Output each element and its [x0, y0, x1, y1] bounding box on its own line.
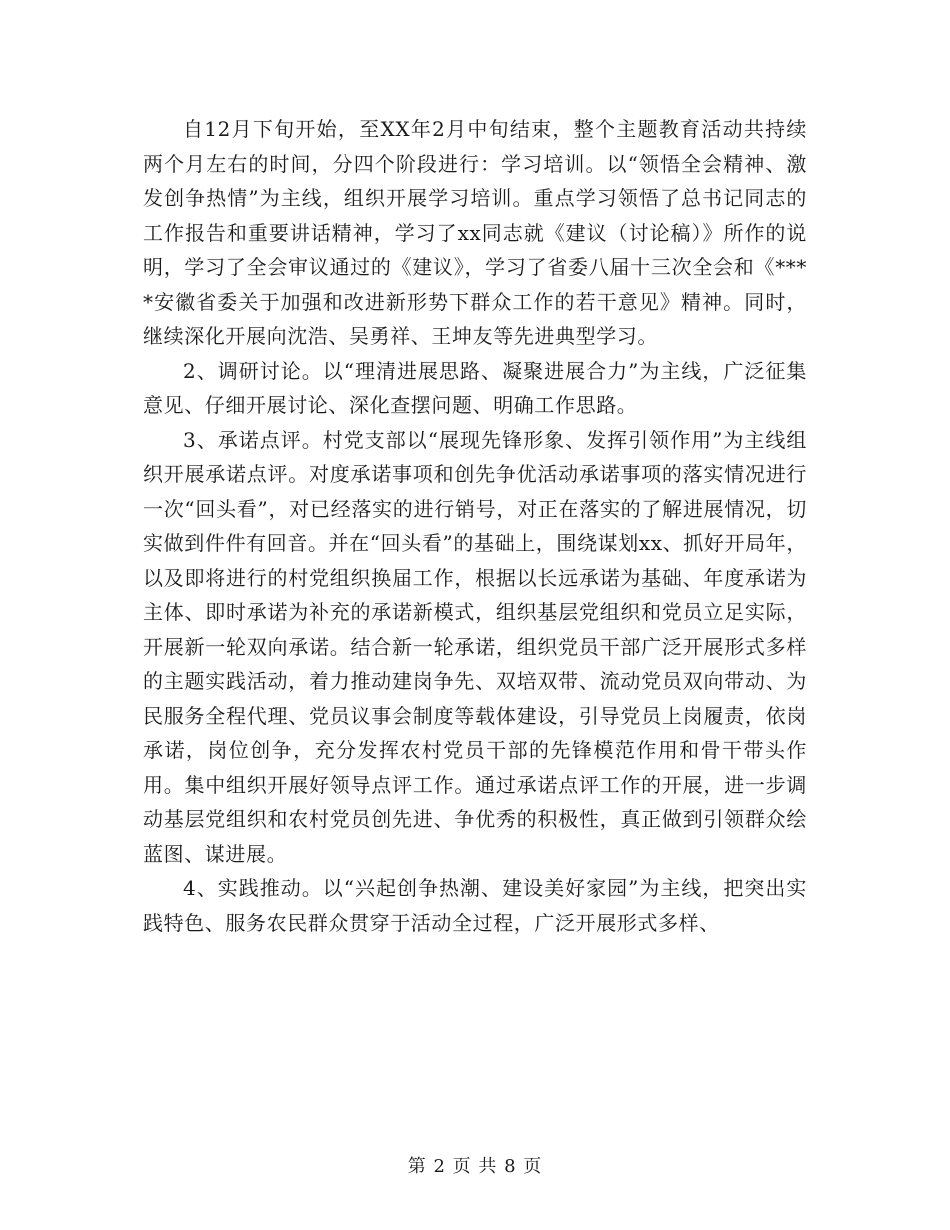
paragraph-commitment-review: 3、承诺点评。村党支部以“展现先锋形象、发挥引领作用”为主线组织开展承诺点评。对度承诺事项和创先争优活动承诺事项的落实情况进行一次“回头看”，对已经落实的进行销号，对正在落实的了解进展情况，切实做到件件有回音。并在“回头看”的基础上，围绕谋划xx、抓好开局年，以及即将进行的村党组织换届工作，根据以长远承诺为基础、年度承诺为主体、即时承诺为补充的承诺新模式，组织基层党组织和党员立足实际，开展新一轮双向承诺。结合新一轮承诺，组织党员干部广泛开展形式多样的主题实践活动，着力推动建岗争先、双培双带、流动党员双向带动、为民服务全程代理、党员议事会制度等载体建设，引导党员上岗履责，依岗承诺，岗位创争，充分发挥农村党员干部的先锋模范作用和骨干带头作用。集中组织开展好领导点评工作。通过承诺点评工作的开展，进一步调动基层党组织和农村党员创先进、争优秀的积极性，真正做到引领群众绘蓝图、谋进展。	[143, 427, 807, 866]
document-body	[143, 112, 807, 940]
paragraph-study-training: 自12月下旬开始，至XX年2月中旬结束，整个主题教育活动共持续两个月左右的时间，分四个阶段进行：学习培训。以“领悟全会精神、激发创争热情”为主线，组织开展学习培训。重点学习领悟了总书记同志的工作报告和重要讲话精神，学习了xx同志就《建议（讨论稿）》所作的说明，学习了全会审议通过的《建议》，学习了省委八届十三次全会和《****安徽省委关于加强和改进新形势下群众工作的若干意见》精神。同时，继续深化开展向沈浩、吴勇祥、王坤友等先进典型学习。	[143, 117, 807, 348]
page-footer	[0, 1152, 950, 1178]
paragraph-research-discussion: 2、调研讨论。以“理清进展思路、凝聚进展合力”为主线，广泛征集意见、仔细开展讨论、深化查摆问题、明确工作思路。	[143, 358, 807, 417]
page-number-label: 第 2 页 共 8 页	[407, 1156, 543, 1177]
paragraph-practice-promotion: 4、实践推动。以“兴起创争热潮、建设美好家园”为主线，把突出实践特色、服务农民群众贯穿于活动全过程，广泛开展形式多样、	[143, 876, 807, 935]
